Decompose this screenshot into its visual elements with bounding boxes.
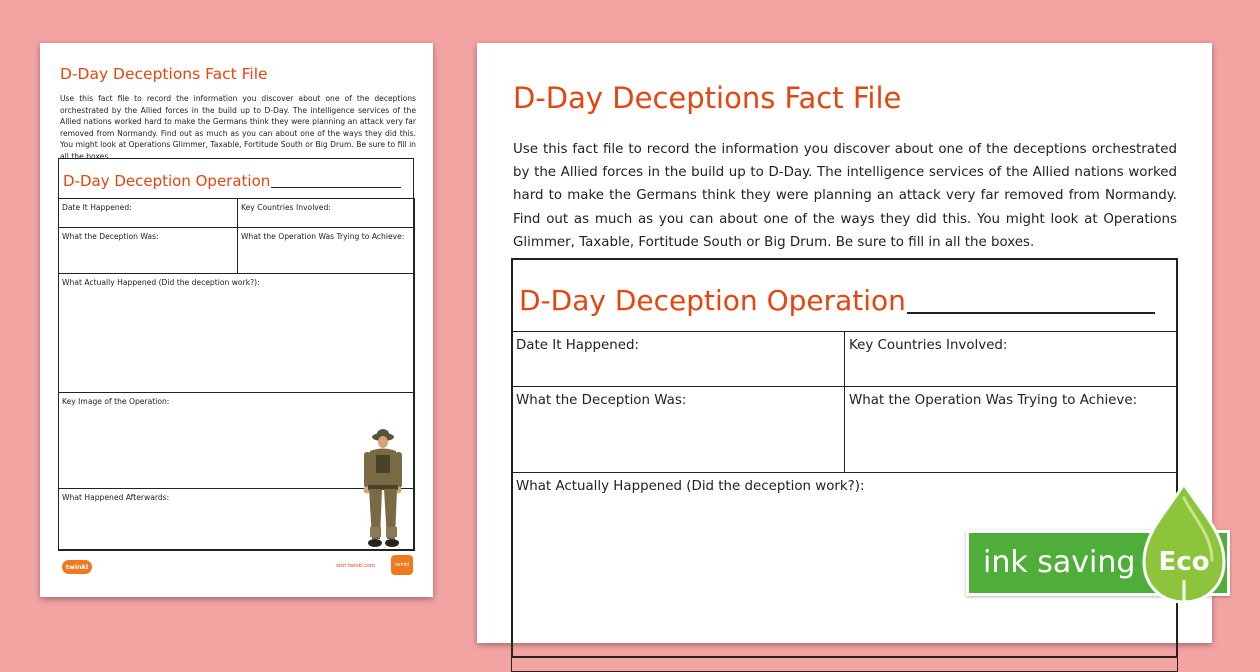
achieve-label: What the Operation Was Trying to Achieve: <box>241 232 405 241</box>
countries-box <box>237 198 415 228</box>
countries-box-large <box>844 331 1178 387</box>
countries-label-large: Key Countries Involved: <box>849 338 1008 353</box>
achieve-box-large <box>844 386 1178 473</box>
happened-label: What Actually Happened (Did the deception work?): <box>62 278 260 287</box>
eco-label: Eco <box>1158 547 1210 577</box>
ink-saving-label: ink saving <box>983 545 1136 580</box>
small-worksheet-page <box>40 43 433 597</box>
happened-box <box>58 273 415 393</box>
operation-heading: D-Day Deception Operation <box>63 172 271 190</box>
deception-box <box>58 227 238 274</box>
worksheet-frame-large <box>511 258 1178 658</box>
deception-label-large: What the Deception Was: <box>516 393 687 408</box>
date-box <box>58 198 238 228</box>
twinkl-logo: twinkl <box>62 560 92 574</box>
afterwards-label: What Happened Afterwards: <box>62 493 170 502</box>
intro-text: Use this fact file to record the information you discover about one of the deceptions orchestrated by the Allied forces in the build up to D-Day. The intelligence services of the Allied nations worked hard to make the Germans think they were planning an attack very far removed from Normandy. Find out as much as you can about one of the ways they did this. You might look at Operations Glimmer, Taxable, Fortitude South or Big Drum. Be sure to fill in all the boxes. <box>60 94 416 161</box>
image-label: Key Image of the Operation: <box>62 397 170 406</box>
operation-heading-large: D-Day Deception Operation <box>519 284 906 317</box>
achieve-label-large: What the Operation Was Trying to Achieve: <box>849 393 1138 408</box>
eco-leaf-icon <box>1138 480 1230 620</box>
deception-label: What the Deception Was: <box>62 232 159 241</box>
operation-name-line-large <box>907 312 1155 314</box>
countries-label: Key Countries Involved: <box>241 203 331 212</box>
page-title: D-Day Deceptions Fact File <box>60 65 268 83</box>
twinkl-badge: twinkl <box>391 555 413 575</box>
happened-label-large: What Actually Happened (Did the deception work?): <box>516 479 865 494</box>
page-title-large: D-Day Deceptions Fact File <box>513 81 902 115</box>
operation-name-line <box>271 187 401 188</box>
deception-box-large <box>511 386 845 473</box>
soldier-illustration <box>356 427 410 551</box>
achieve-box <box>237 227 415 274</box>
date-label: Date It Happened: <box>62 203 132 212</box>
date-label-large: Date It Happened: <box>516 338 639 353</box>
intro-text-large: Use this fact file to record the information you discover about one of the deceptions orchestrated by the Allied forces in the build up to D-Day. The intelligence services of the Allied nations worked hard to make the Germans think they were planning an attack very far removed from Normandy. Find out as much as you can about one of the ways they did this. You might look at Operations Glimmer, Taxable, Fortitude South or Big Drum. Be sure to fill in all the boxes. <box>513 142 1177 250</box>
date-box-large <box>511 331 845 387</box>
footer-url: visit twinkl.com <box>336 563 376 569</box>
